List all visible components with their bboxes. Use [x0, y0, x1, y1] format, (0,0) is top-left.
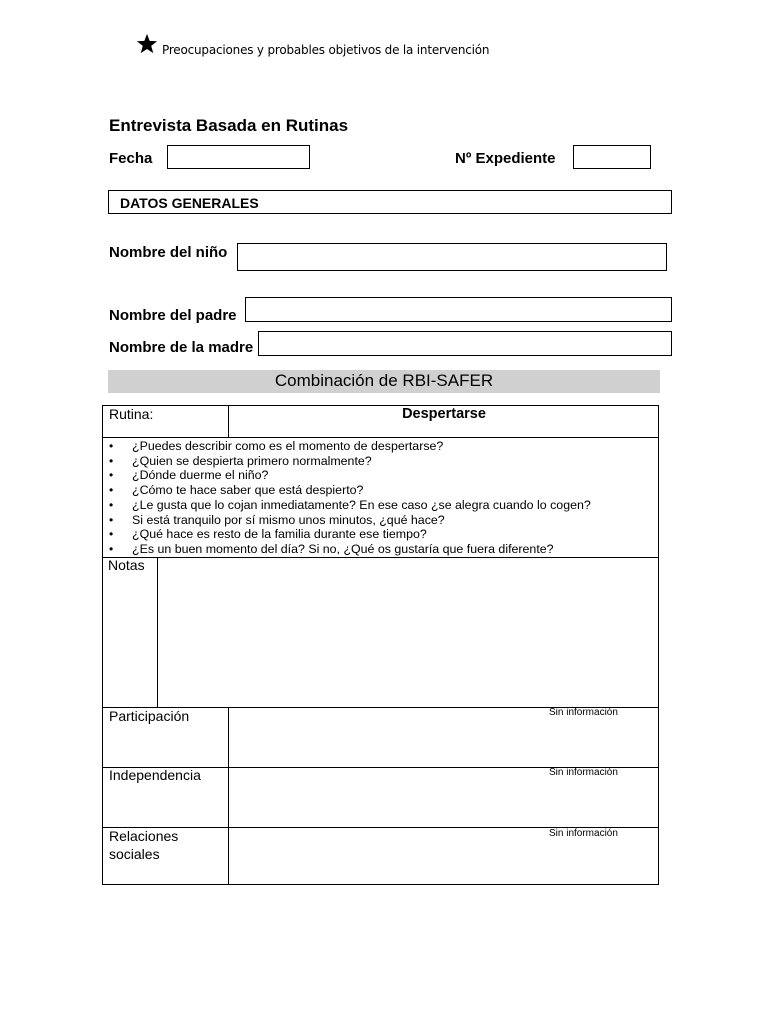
- relaciones-field[interactable]: [229, 828, 658, 884]
- nino-field[interactable]: [237, 243, 667, 271]
- participacion-label: Participación: [109, 708, 190, 724]
- fecha-field[interactable]: [167, 145, 310, 169]
- list-item: • ¿Le gusta que lo cojan inmediatamente? En ese caso ¿se alegra cuando lo cogen?: [104, 498, 658, 513]
- list-item: • ¿Qué hace es resto de la familia durante ese tiempo?: [104, 527, 658, 542]
- participacion-value: Sin información: [549, 707, 618, 718]
- datos-generales-section: [108, 190, 672, 214]
- list-item: • ¿Quien se despierta primero normalmente?: [104, 454, 658, 469]
- madre-field[interactable]: [258, 331, 672, 356]
- header-text: Preocupaciones y probables objetivos de la intervención: [162, 43, 490, 57]
- madre-label: Nombre de la madre: [109, 339, 254, 356]
- list-item: • ¿Puedes describir como es el momento de despertarse?: [104, 439, 658, 454]
- form-title: Entrevista Basada en Rutinas: [109, 116, 349, 135]
- list-item: • ¿Cómo te hace saber que está despierto?: [104, 483, 658, 498]
- participacion-field[interactable]: [229, 708, 658, 767]
- relaciones-value: Sin información: [549, 828, 618, 839]
- padre-field[interactable]: [245, 297, 672, 322]
- section-title: DATOS GENERALES: [120, 195, 259, 211]
- list-item: • ¿Es un buen momento del día? Si no, ¿Qué os gustaría que fuera diferente?: [104, 542, 658, 557]
- nino-label: Nombre del niño: [109, 244, 228, 261]
- notas-label: Notas: [108, 557, 145, 573]
- independencia-label: Independencia: [109, 767, 201, 783]
- table-divider: [102, 437, 659, 438]
- padre-label: Nombre del padre: [109, 307, 237, 324]
- question-list: [104, 439, 658, 557]
- list-item: • Si está tranquilo por sí mismo unos minutos, ¿qué hace?: [104, 513, 658, 528]
- star-icon: [136, 33, 158, 55]
- list-item: • ¿Dónde duerme el niño?: [104, 468, 658, 483]
- relaciones-label: Relaciones sociales: [109, 828, 179, 862]
- rutina-label: Rutina:: [109, 406, 154, 422]
- rutina-name: Despertarse: [402, 406, 486, 422]
- expediente-field[interactable]: [573, 145, 651, 169]
- rbi-safer-banner: Combinación de RBI-SAFER: [108, 370, 660, 393]
- independencia-value: Sin información: [549, 767, 618, 778]
- expediente-label: Nº Expediente: [455, 150, 556, 167]
- notas-field[interactable]: [158, 558, 658, 706]
- fecha-label: Fecha: [109, 150, 153, 167]
- independencia-field[interactable]: [229, 768, 658, 827]
